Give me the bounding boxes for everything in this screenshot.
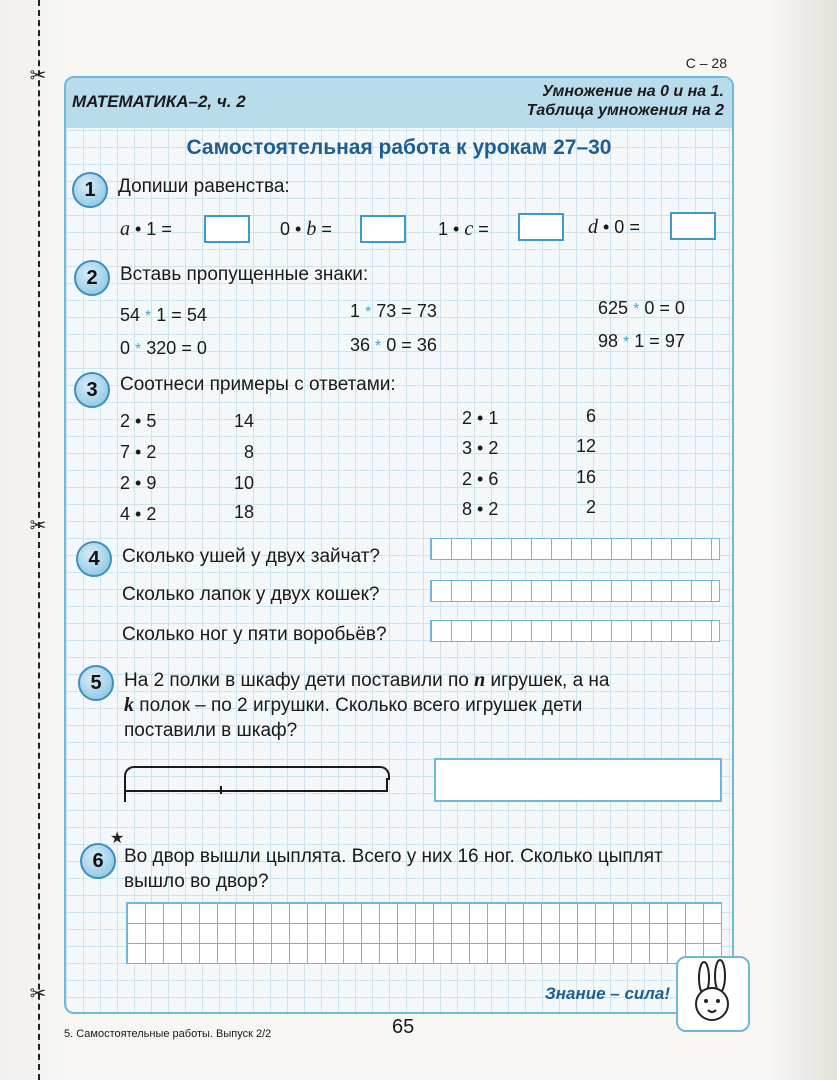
answer-value: 6	[586, 406, 597, 426]
answer-cells[interactable]	[430, 620, 720, 642]
equation: a • 1 =	[120, 218, 172, 240]
answer-value: 8	[244, 442, 255, 462]
example: 7 • 2	[120, 442, 157, 462]
equation: 0 • b =	[280, 218, 332, 240]
diagram-bracket	[124, 766, 390, 780]
topic-title	[527, 82, 724, 120]
motto: Знание – сила!	[544, 984, 670, 1003]
scissors-icon: ✂	[29, 63, 47, 87]
answer-value: 2	[586, 497, 597, 517]
missing-sign-equation: 625 * 0 = 0	[598, 298, 685, 318]
answer-value: 18	[234, 502, 255, 522]
answer-box[interactable]	[518, 213, 564, 241]
answer-box[interactable]	[670, 212, 716, 240]
answer-cells[interactable]	[430, 538, 720, 560]
task-prompt: Вставь пропущенные знаки:	[120, 264, 369, 285]
answer-box[interactable]	[360, 215, 406, 243]
task-text: Во двор вышли цыплята. Всего у них 16 ног. Сколько цыплят вышло во двор?	[124, 846, 663, 892]
example: 2 • 1	[462, 408, 499, 428]
missing-sign-equation: 1 * 73 = 73	[350, 301, 437, 321]
example: 8 • 2	[462, 499, 499, 519]
footer-edition: 5. Самостоятельные работы. Выпуск 2/2	[64, 1028, 272, 1040]
task-number: 5	[78, 665, 114, 701]
scissors-icon: ✂	[29, 981, 47, 1005]
question-text: Сколько ног у пяти воробьёв?	[122, 624, 387, 645]
task-prompt: Соотнеси примеры с ответами:	[120, 374, 396, 395]
missing-sign-equation: 36 * 0 = 36	[350, 335, 437, 355]
task-number: 4	[76, 541, 112, 577]
question-text: Сколько ушей у двух зайчат?	[122, 546, 380, 567]
example: 2 • 5	[120, 411, 157, 431]
page-code: С – 28	[685, 55, 727, 71]
missing-sign-equation: 54 * 1 = 54	[120, 305, 207, 325]
answer-box[interactable]	[204, 215, 250, 243]
example: 2 • 6	[462, 469, 499, 489]
answer-cells[interactable]	[430, 580, 720, 602]
segment-tick	[386, 778, 388, 792]
task-number: 6	[80, 843, 116, 879]
equation: d • 0 =	[588, 216, 640, 238]
example: 2 • 9	[120, 473, 157, 493]
answer-value: 10	[234, 473, 255, 493]
equation: 1 • c =	[438, 218, 489, 240]
star-icon: ★	[110, 830, 125, 847]
topic-line: Умножение на 0 и на 1.	[542, 83, 724, 100]
subject-title: МАТЕМАТИКА–2, ч. 2	[72, 92, 246, 111]
task-number: 1	[72, 172, 108, 208]
diagram-segment	[124, 790, 388, 792]
task-number: 2	[74, 260, 110, 296]
example: 4 • 2	[120, 504, 157, 524]
topic-line: Таблица умножения на 2	[526, 102, 724, 119]
example: 3 • 2	[462, 438, 499, 458]
question-text: Сколько лапок у двух кошек?	[122, 584, 380, 605]
work-title: Самостоятельная работа к урокам 27–30	[186, 136, 612, 159]
bunny-icon	[676, 956, 750, 1032]
missing-sign-equation: 0 * 320 = 0	[120, 338, 207, 358]
answer-value: 16	[576, 467, 597, 487]
missing-sign-equation: 98 * 1 = 97	[598, 331, 685, 351]
scissors-icon: ✂	[29, 513, 47, 537]
task-prompt: Допиши равенства:	[118, 176, 290, 197]
task-text: На 2 полки в шкафу дети поставили по n игрушек, а на k полок – по 2 игрушки. Сколько всего игрушек дети поставили в шкаф?	[124, 669, 610, 741]
solution-grid[interactable]	[126, 902, 722, 964]
header-band	[66, 78, 732, 128]
worksheet-frame	[64, 76, 734, 1014]
answer-value: 12	[576, 436, 597, 456]
answer-field[interactable]	[434, 758, 722, 802]
answer-value: 14	[234, 411, 255, 431]
page-number: 65	[392, 1016, 415, 1038]
segment-tick	[220, 786, 222, 794]
segment-tick	[124, 778, 126, 802]
task-number: 3	[74, 372, 110, 408]
cut-line	[38, 0, 40, 1080]
